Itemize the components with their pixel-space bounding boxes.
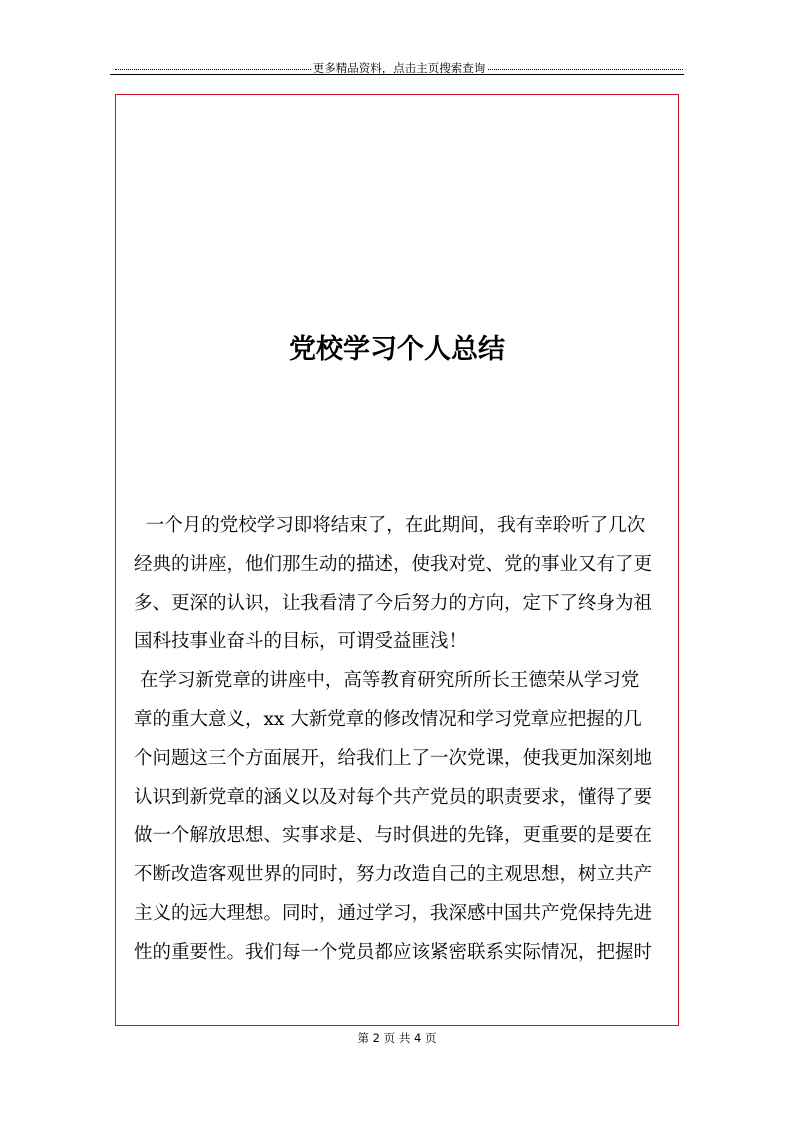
body-line: 多、更深的认识，让我看清了今后努力的方向，定下了终身为祖 xyxy=(134,592,653,614)
body-line: 一个月的党校学习即将结束了，在此期间，我有幸聆听了几次 xyxy=(134,515,646,536)
body-line: 章的重大意义，xx 大新党章的修改情况和学习党章应把握的几 xyxy=(134,708,642,730)
body-line: 认识到新党章的涵义以及对每个共产党员的职责要求，懂得了要 xyxy=(134,786,653,808)
header-text: 更多精品资料，点击主页搜索查询 xyxy=(312,61,486,75)
body-line: 性的重要性。我们每一个党员都应该紧密联系实际情况，把握时 xyxy=(134,941,653,963)
body-line: 做一个解放思想、实事求是、与时俱进的先锋，更重要的是要在 xyxy=(134,825,653,847)
page-footer: 第 2 页 共 4 页 xyxy=(357,1031,437,1045)
document-title: 党校学习个人总结 xyxy=(289,334,505,365)
body-line: 在学习新党章的讲座中，高等教育研究所所长王德荣从学习党 xyxy=(134,670,640,692)
body-line: 个问题这三个方面展开，给我们上了一次党课，使我更加深刻地 xyxy=(134,747,653,769)
body-line: 主义的远大理想。同时，通过学习，我深感中国共产党保持先进 xyxy=(134,902,653,924)
body-line: 经典的讲座，他们那生动的描述，使我对党、党的事业又有了更 xyxy=(134,553,653,575)
header-rule xyxy=(110,74,684,75)
body-line: 国科技事业奋斗的目标，可谓受益匪浅！ xyxy=(134,631,468,653)
document-body xyxy=(134,507,676,973)
body-line: 不断改造客观世界的同时，努力改造自己的主观思想，树立共产 xyxy=(134,864,653,886)
